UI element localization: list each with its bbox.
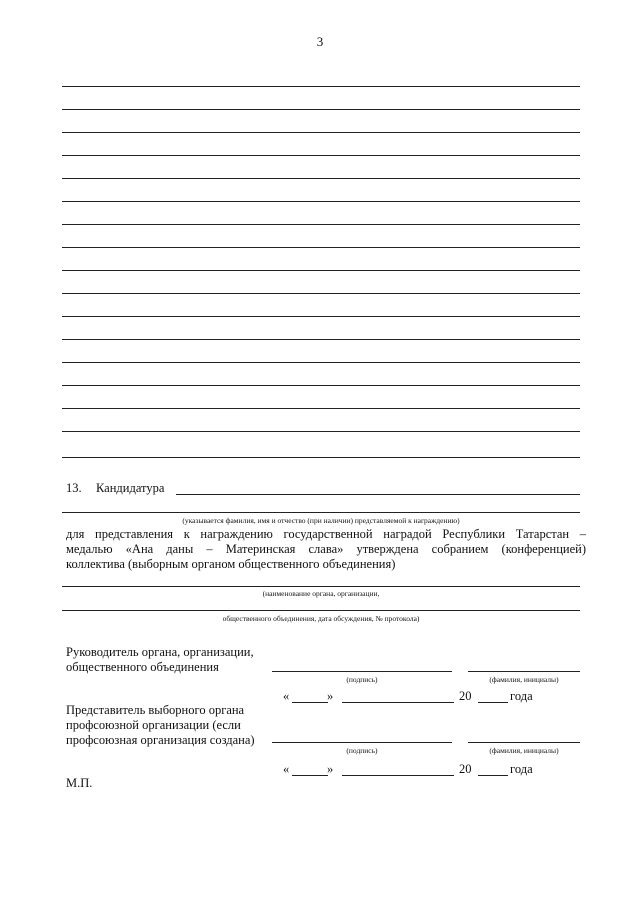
- union-title: [66, 703, 255, 748]
- union-title-line: профсоюзной организации (если: [66, 718, 241, 732]
- year-fill-line[interactable]: [478, 775, 508, 776]
- approval-paragraph: [66, 527, 586, 572]
- blank-line: [62, 293, 580, 294]
- caption-org: (наименование органа, организации,: [262, 589, 380, 598]
- blank-line: [62, 178, 580, 179]
- paragraph-line: медалью «Ана даны – Материнская слава» утверждена собранием (конференцией): [66, 542, 586, 556]
- head-name-line[interactable]: [468, 671, 580, 672]
- union-signature-line[interactable]: [272, 742, 452, 743]
- blank-line: [62, 431, 580, 432]
- org-fill-line-2[interactable]: [62, 610, 580, 611]
- year-prefix: 20: [459, 689, 472, 703]
- union-title-line: Представитель выборного органа: [66, 703, 245, 717]
- blank-line: [62, 247, 580, 248]
- caption-name: (фамилия, инициалы): [489, 675, 559, 684]
- head-title: [66, 645, 254, 675]
- page-number: 3: [316, 34, 324, 49]
- head-title-line: Руководитель органа, организации,: [66, 645, 254, 659]
- union-name-line[interactable]: [468, 742, 580, 743]
- blank-line: [62, 155, 580, 156]
- blank-line: [62, 224, 580, 225]
- blank-line: [62, 408, 580, 409]
- date-open-quote: «: [283, 689, 290, 703]
- candidate-fill-line[interactable]: [176, 494, 580, 495]
- year-suffix: года: [510, 689, 533, 703]
- day-fill-line[interactable]: [292, 702, 328, 703]
- date-close-quote: »: [327, 689, 334, 703]
- candidate-fill-line-2[interactable]: [62, 512, 580, 513]
- blank-line: [62, 339, 580, 340]
- month-fill-line[interactable]: [342, 775, 454, 776]
- blank-line: [62, 457, 580, 458]
- caption-signature: (подпись): [346, 746, 378, 755]
- section-number: 13.: [66, 481, 82, 495]
- blank-line: [62, 201, 580, 202]
- caption-org-2: общественного объединения, дата обсуждения, № протокола): [222, 614, 420, 623]
- blank-line: [62, 270, 580, 271]
- head-title-line: общественного объединения: [66, 660, 219, 674]
- head-signature-line[interactable]: [272, 671, 452, 672]
- stamp-label: М.П.: [66, 776, 93, 790]
- section-label: Кандидатура: [96, 481, 165, 495]
- union-title-line: профсоюзная организация создана): [66, 733, 255, 747]
- date-close-quote: »: [327, 762, 334, 776]
- blank-line: [62, 385, 580, 386]
- blank-line: [62, 132, 580, 133]
- month-fill-line[interactable]: [342, 702, 454, 703]
- day-fill-line[interactable]: [292, 775, 328, 776]
- caption-name: (фамилия, инициалы): [489, 746, 559, 755]
- caption-signature: (подпись): [346, 675, 378, 684]
- blank-line: [62, 316, 580, 317]
- org-fill-line[interactable]: [62, 586, 580, 587]
- blank-line: [62, 86, 580, 87]
- year-prefix: 20: [459, 762, 472, 776]
- caption-candidate: (указывается фамилия, имя и отчество (при наличии) представляемой к награждению): [182, 516, 460, 525]
- year-fill-line[interactable]: [478, 702, 508, 703]
- paragraph-line: коллектива (выборным органом общественного объединения): [66, 557, 396, 571]
- paragraph-line: для представления к награждению государственной наградой Республики Татарстан –: [66, 527, 586, 541]
- year-suffix: года: [510, 762, 533, 776]
- date-open-quote: «: [283, 762, 290, 776]
- blank-line: [62, 109, 580, 110]
- blank-line: [62, 362, 580, 363]
